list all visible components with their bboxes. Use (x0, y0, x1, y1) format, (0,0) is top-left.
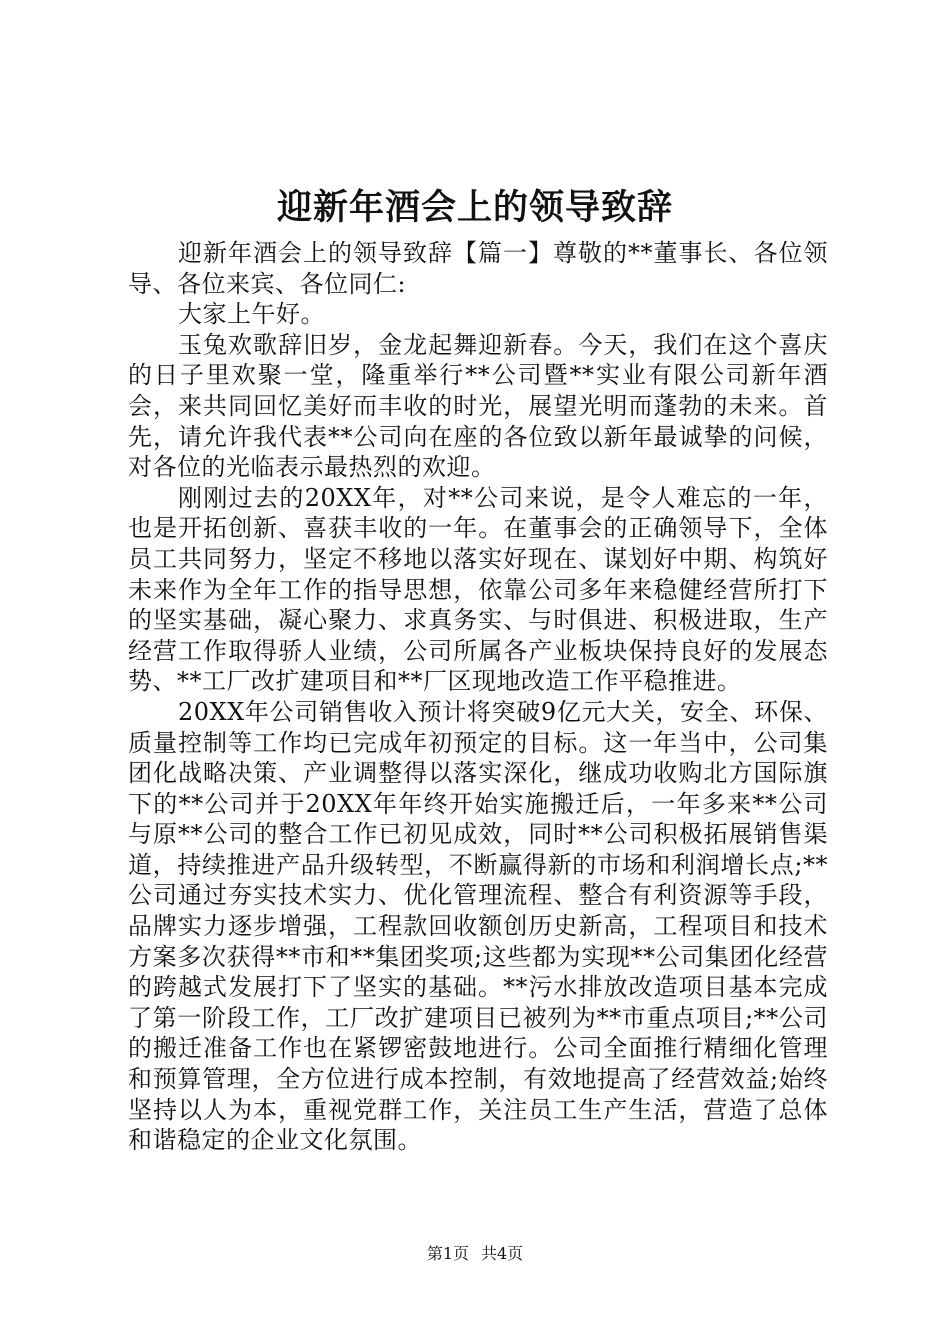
paragraph-opening: 迎新年酒会上的领导致辞【篇一】尊敬的**董事长、各位领导、各位来宾、各位同仁: (128, 239, 828, 298)
document-body (128, 238, 828, 1156)
page-number: 第1页 (426, 1244, 469, 1263)
page-total: 共4页 (481, 1244, 524, 1263)
paragraph-greeting: 大家上午好。 (178, 300, 325, 329)
paragraph-achievements: 20XX年公司销售收入预计将突破9亿元大关，安全、环保、质量控制等工作均已完成年初预定的目标。这一年当中，公司集团化战略决策、产业调整得以落实深化，继成功收购北方国际旗下的**公司并于20XX年年终开始实施搬迁后，一年多来**公司与原**公司的整合工作已初见成效，同时**公司积极拓展销售渠道，持续推进产品升级转型，不断赢得新的市场和利润增长点;**公司通过夯实技术实力、优化管理流程、整合有利资源等手段，品牌实力逐步增强，工程款回收额创历史新高，工程项目和技术方案多次获得**市和**集团奖项;这些都为实现**公司集团化经营的跨越式发展打下了坚实的基础。**污水排放改造项目基本完成了第一阶段工作，工厂改扩建项目已被列为**市重点项目;**公司的搬迁准备工作也在紧锣密鼓地进行。公司全面推行精细化管理和预算管理，全方位进行成本控制，有效地提高了经营效益;始终坚持以人为本，重视党群工作，关注员工生产生活，营造了总体和谐稳定的企业文化氛围。 (128, 697, 828, 1155)
page-footer (0, 1244, 950, 1264)
document-title: 迎新年酒会上的领导致辞 (276, 187, 673, 228)
paragraph-review: 刚刚过去的20XX年，对**公司来说，是令人难忘的一年，也是开拓创新、喜获丰收的一年。在董事会的正确领导下，全体员工共同努力，坚定不移地以落实好现在、谋划好中期、构筑好未来作为全年工作的指导思想，依靠公司多年来稳健经营所打下的坚实基础，凝心聚力、求真务实、与时俱进、积极进取，生产经营工作取得骄人业绩，公司所属各产业板块保持良好的发展态势、**工厂改扩建项目和**厂区现地改造工作平稳推进。 (128, 483, 828, 696)
paragraph-welcome: 玉兔欢歌辞旧岁，金龙起舞迎新春。今天，我们在这个喜庆的日子里欢聚一堂，隆重举行**公司暨**实业有限公司新年酒会，来共同回忆美好而丰收的时光，展望光明而蓬勃的未来。首先，请允许我代表**公司向在座的各位致以新年最诚挚的问候，对各位的光临表示最热烈的欢迎。 (128, 330, 828, 482)
